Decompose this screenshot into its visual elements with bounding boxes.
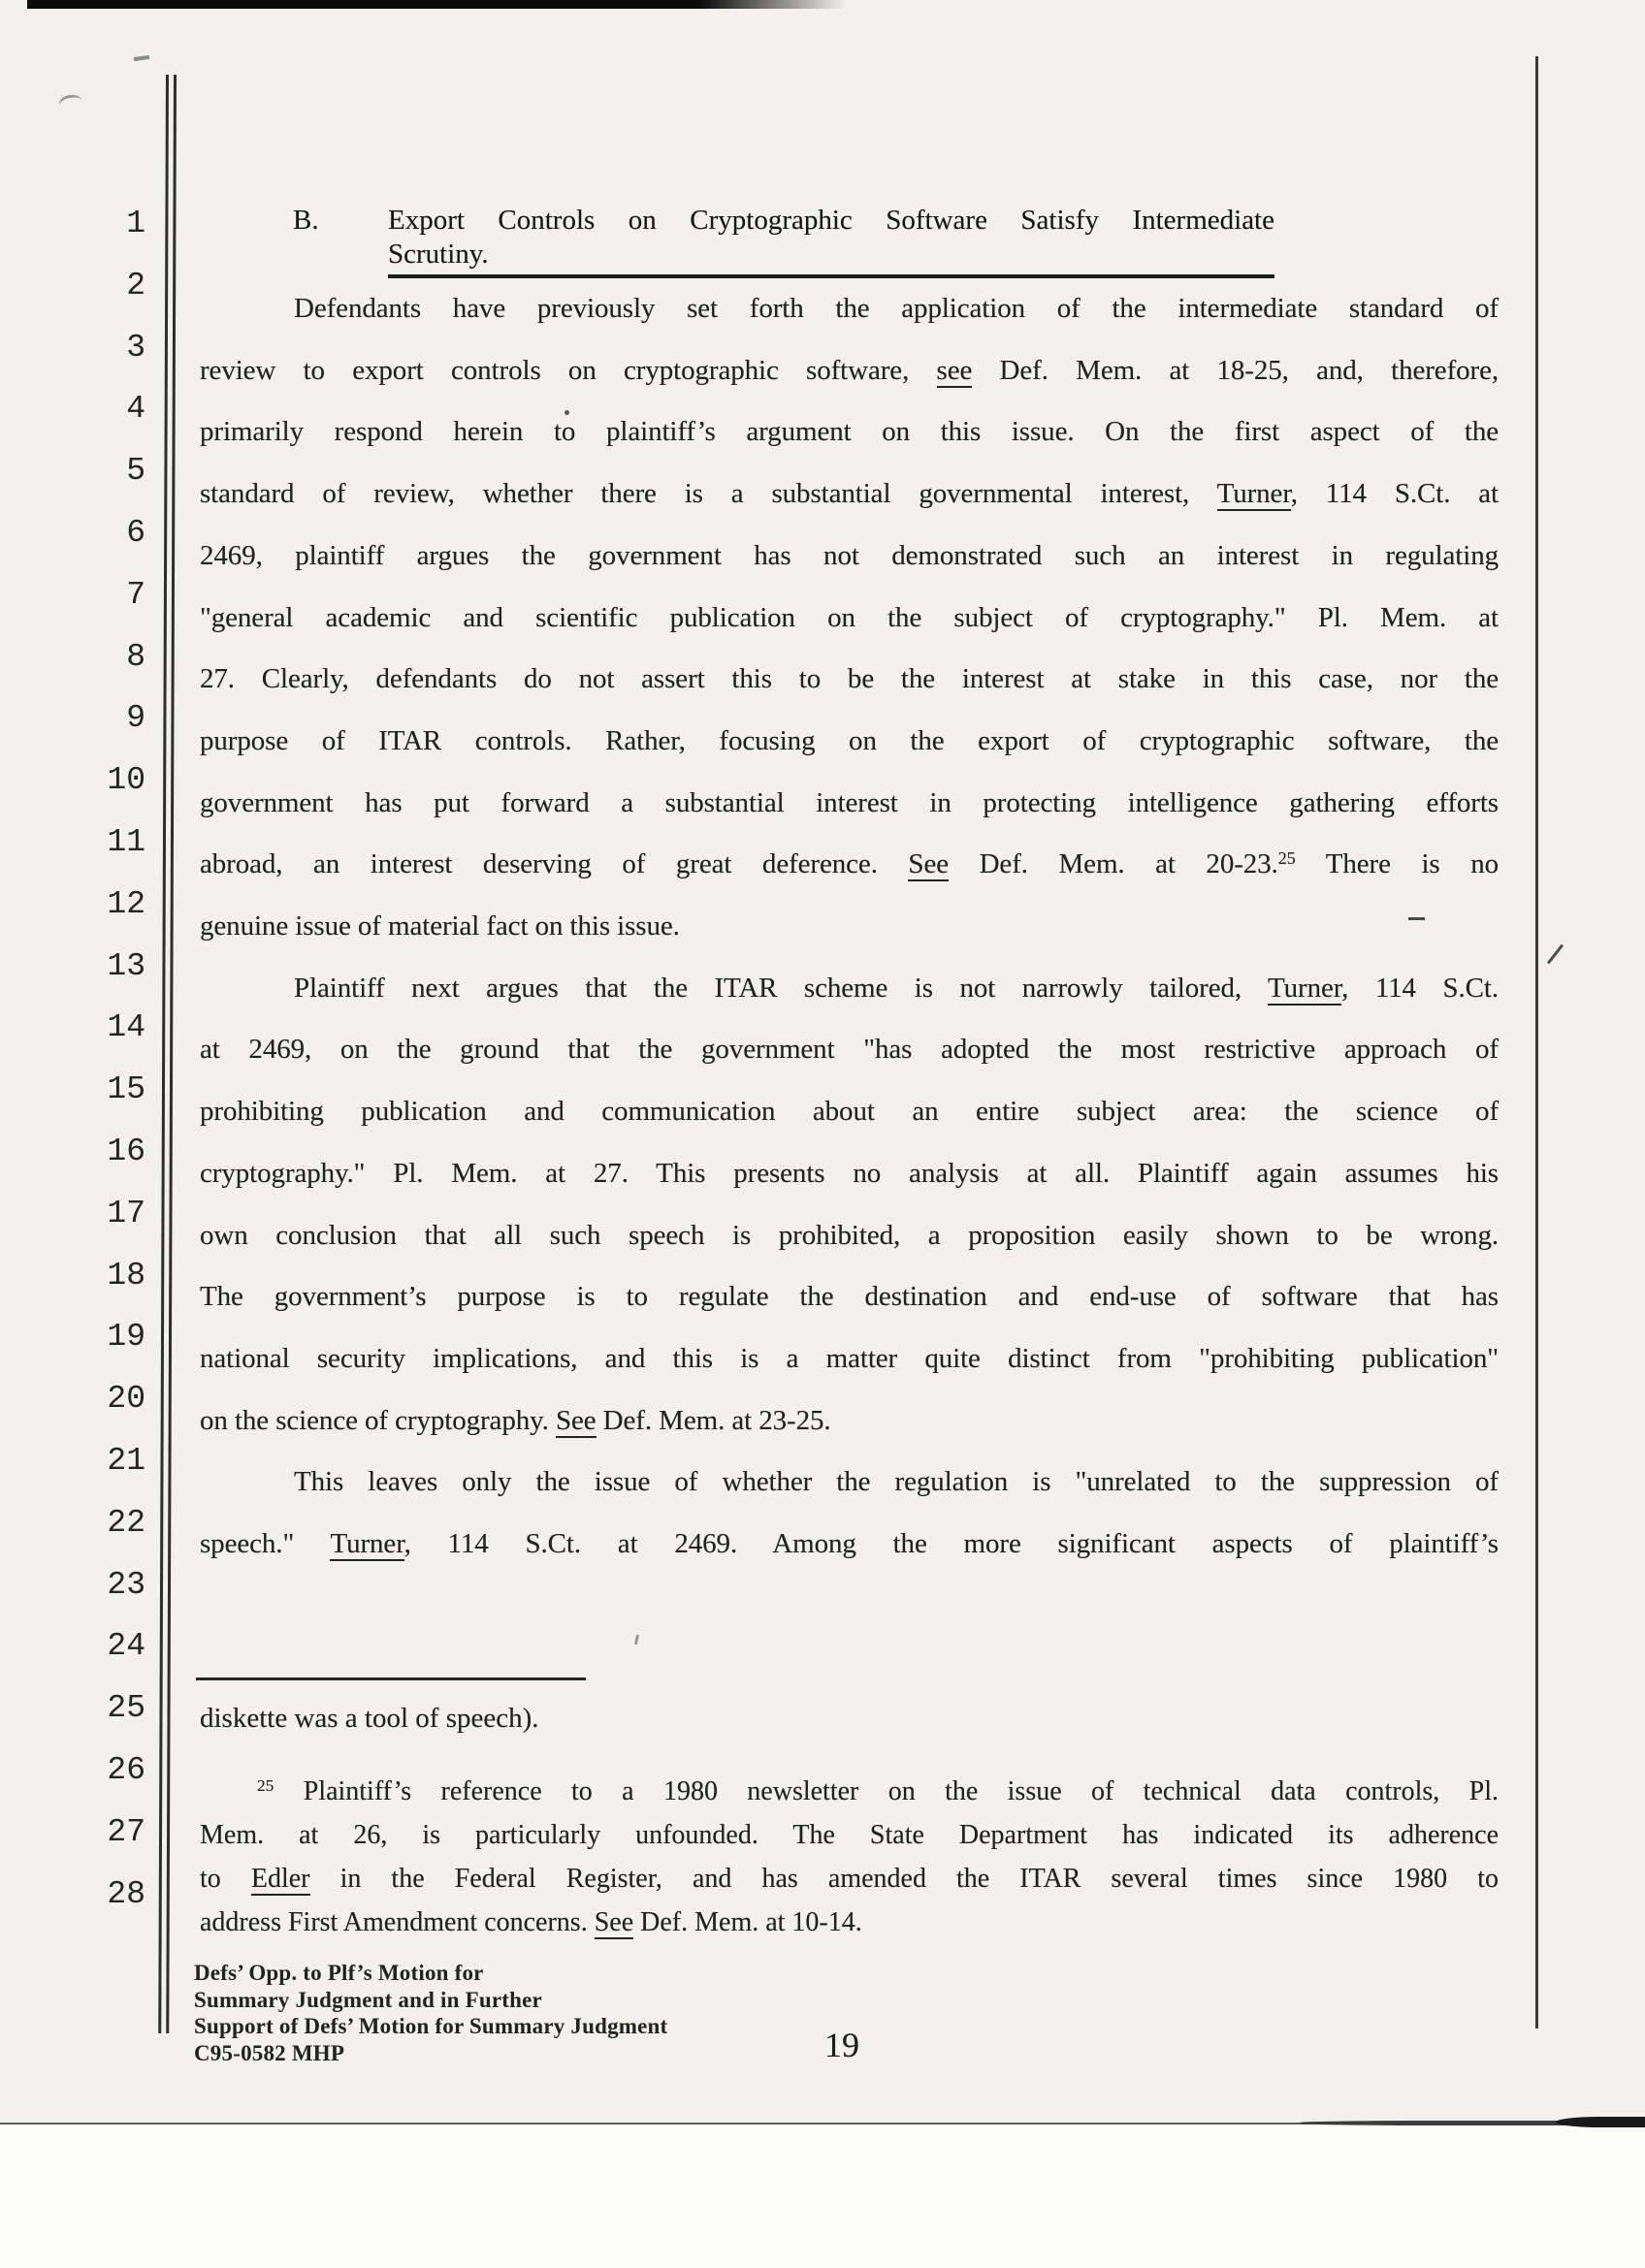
body-line [200, 411, 1499, 456]
body-line [200, 535, 1499, 580]
scan-artifact-mark [634, 1635, 639, 1645]
section-heading-label: B. [293, 205, 319, 236]
line-number: 17 [107, 1195, 145, 1231]
line-number: 19 [107, 1319, 145, 1356]
right-margin-rule [1535, 56, 1538, 2028]
text-run: , 114 S.Ct. at 2469. Among the more significant aspects of plaintiff’s [403, 1528, 1499, 1559]
line-number: 21 [107, 1443, 145, 1479]
line-number: 3 [126, 329, 145, 366]
line-number: 14 [107, 1009, 145, 1046]
text-run: national security implications, and this is a matter quite distinct from "prohibiting publication" [200, 1342, 1499, 1374]
scan-page-edge-shadow [1556, 2117, 1645, 2127]
text-run: 2469, plaintiff argues the government has not demonstrated such an interest in regulating [200, 539, 1499, 571]
text-run: own conclusion that all such speech is prohibited, a proposition easily shown to be wrong. [200, 1219, 1499, 1251]
line-number: 2 [126, 267, 145, 303]
text-run: , 114 S.Ct. at [1290, 478, 1500, 510]
text-run: abroad, an interest deserving of great deference. [200, 848, 909, 880]
text-run: 27. Clearly, defendants do not assert this to be the interest at stake in this case, nor the [200, 663, 1499, 695]
text-run: in the Federal Register, and has amended the ITAR several times since 1980 to [309, 1864, 1500, 1894]
line-number: 12 [107, 885, 145, 922]
scan-artifact-mark [1547, 944, 1564, 965]
text-run: Def. Mem. at 10-14. [633, 1907, 862, 1937]
line-number: 28 [107, 1875, 145, 1912]
text-run: Plaintiff next argues that the ITAR scheme is not narrowly tailored, [294, 972, 1269, 1004]
footer-caption-line: Support of Defs’ Motion for Summary Judgment [194, 2014, 668, 2038]
body-line [200, 1276, 1499, 1321]
scan-artifact-mark [134, 55, 149, 61]
line-number: 13 [107, 947, 145, 984]
heading-line-1: Export Controls on Cryptographic Software Satisfy Intermediate [388, 205, 1274, 236]
underlined-citation: Turner [330, 1528, 404, 1559]
line-number: 6 [126, 515, 145, 551]
line-number: 9 [126, 700, 145, 737]
scan-artifact-top-bar [27, 0, 847, 9]
footer-caption [194, 1960, 667, 2066]
text-run: Def. Mem. at 23-25. [596, 1404, 831, 1436]
footnote-separator [196, 1677, 586, 1680]
line-number: 20 [107, 1381, 145, 1418]
body-line [200, 1029, 1499, 1073]
footer-caption-line: C95-0582 MHP [194, 2040, 345, 2065]
text-run: standard of review, whether there is a substantial governmental interest, [200, 478, 1217, 510]
scan-page-edge-background [0, 2124, 1645, 2268]
underlined-citation: Edler [250, 1864, 310, 1894]
body-line [200, 288, 1499, 333]
footnote-continuation-line [200, 1699, 1499, 1738]
text-run: review to export controls on cryptographic software, [200, 354, 937, 386]
line-number: 5 [126, 453, 145, 490]
text-run: Plaintiff’s reference to a 1980 newsletter on the issue of technical data controls, Pl. [274, 1776, 1499, 1806]
text-run: genuine issue of material fact on this issue. [200, 910, 680, 942]
body-line [200, 597, 1499, 642]
body-line [200, 658, 1499, 703]
scan-artifact-mark [57, 92, 82, 108]
text-run: to [200, 1864, 251, 1894]
body-line [200, 906, 1499, 950]
body-line [200, 720, 1499, 765]
line-number: 26 [107, 1752, 145, 1788]
body-line [200, 1400, 1499, 1445]
body-line [200, 1091, 1499, 1135]
heading-line-2: Scrutiny. [388, 239, 489, 270]
text-run: Defendants have previously set forth the application of the intermediate standard of [294, 293, 1499, 324]
line-number: 15 [107, 1071, 145, 1108]
left-double-rule [158, 75, 178, 2033]
text-run: on the science of cryptography. [200, 1404, 556, 1436]
text-run: purpose of ITAR controls. Rather, focusing on the export of cryptographic software, the [200, 724, 1499, 756]
text-run: cryptography." Pl. Mem. at 27. This presents no analysis at all. Plaintiff again assumes his [200, 1157, 1499, 1189]
line-number: 18 [107, 1257, 145, 1294]
body-line [200, 1523, 1499, 1568]
text-run: Mem. at 26, is particularly unfounded. The State Department has indicated its adherence [200, 1820, 1499, 1850]
underlined-citation: See [555, 1404, 597, 1436]
underlined-citation: Turner [1216, 478, 1291, 510]
text-run: Def. Mem. at 18-25, and, therefore, [972, 354, 1500, 386]
text-run: The government’s purpose is to regulate the destination and end-use of software that has [200, 1281, 1499, 1313]
body-line [200, 783, 1499, 827]
body-line [200, 1215, 1499, 1260]
text-run: speech." [200, 1528, 331, 1559]
line-number: 10 [107, 762, 145, 799]
body-line [200, 1461, 1499, 1506]
body-line [200, 1153, 1499, 1198]
line-number: 22 [107, 1504, 145, 1541]
text-run: This leaves only the issue of whether the regulation is "unrelated to the suppression of [294, 1466, 1499, 1498]
line-number: 27 [107, 1813, 145, 1850]
body-line [200, 473, 1499, 518]
body-line [200, 350, 1499, 395]
underlined-citation: See [594, 1907, 634, 1937]
line-number: 24 [107, 1628, 145, 1665]
footer-caption-line: Defs’ Opp. to Plf’s Motion for [194, 1961, 484, 1985]
page-number: 19 [824, 2026, 859, 2064]
text-run: diskette was a tool of speech). [200, 1703, 539, 1734]
underlined-citation: Turner [1268, 972, 1342, 1004]
text-run: primarily respond herein to plaintiff’s argument on this issue. On the first aspect of the [200, 416, 1499, 448]
line-number: 16 [107, 1134, 145, 1169]
line-number: 7 [126, 576, 145, 613]
footer-caption-line: Summary Judgment and in Further [194, 1987, 542, 2012]
body-line [200, 1338, 1499, 1383]
footnote-reference: 25 [257, 1776, 274, 1796]
line-number: 23 [107, 1566, 145, 1603]
text-run: "general academic and scientific publication on the subject of cryptography." Pl. Mem. at [200, 601, 1499, 633]
text-run: , 114 S.Ct. [1341, 972, 1499, 1004]
line-number: 8 [126, 638, 145, 675]
text-run: prohibiting publication and communication about an entire subject area: the science of [200, 1096, 1499, 1128]
line-number: 1 [126, 206, 145, 241]
line-number: 4 [126, 391, 145, 428]
text-run: at 2469, on the ground that the government "has adopted the most restrictive approach of [200, 1034, 1499, 1066]
underlined-citation: See [908, 848, 949, 880]
footnote-line [200, 1816, 1499, 1855]
footnote-line [200, 1860, 1499, 1899]
text-run: There is no [1295, 848, 1499, 880]
section-heading [388, 204, 1274, 278]
footnote-line [200, 1903, 1499, 1942]
text-run: address First Amendment concerns. [200, 1907, 595, 1937]
line-number: 25 [107, 1690, 145, 1727]
footnote-reference: 25 [1277, 848, 1296, 869]
line-number: 11 [107, 824, 145, 860]
underlined-citation: see [936, 354, 973, 386]
text-run: government has put forward a substantial interest in protecting intelligence gathering efforts [200, 786, 1499, 818]
text-run: Def. Mem. at 20-23. [949, 848, 1278, 880]
body-line [200, 968, 1499, 1012]
footnote-line [200, 1773, 1499, 1814]
body-line [200, 844, 1499, 888]
